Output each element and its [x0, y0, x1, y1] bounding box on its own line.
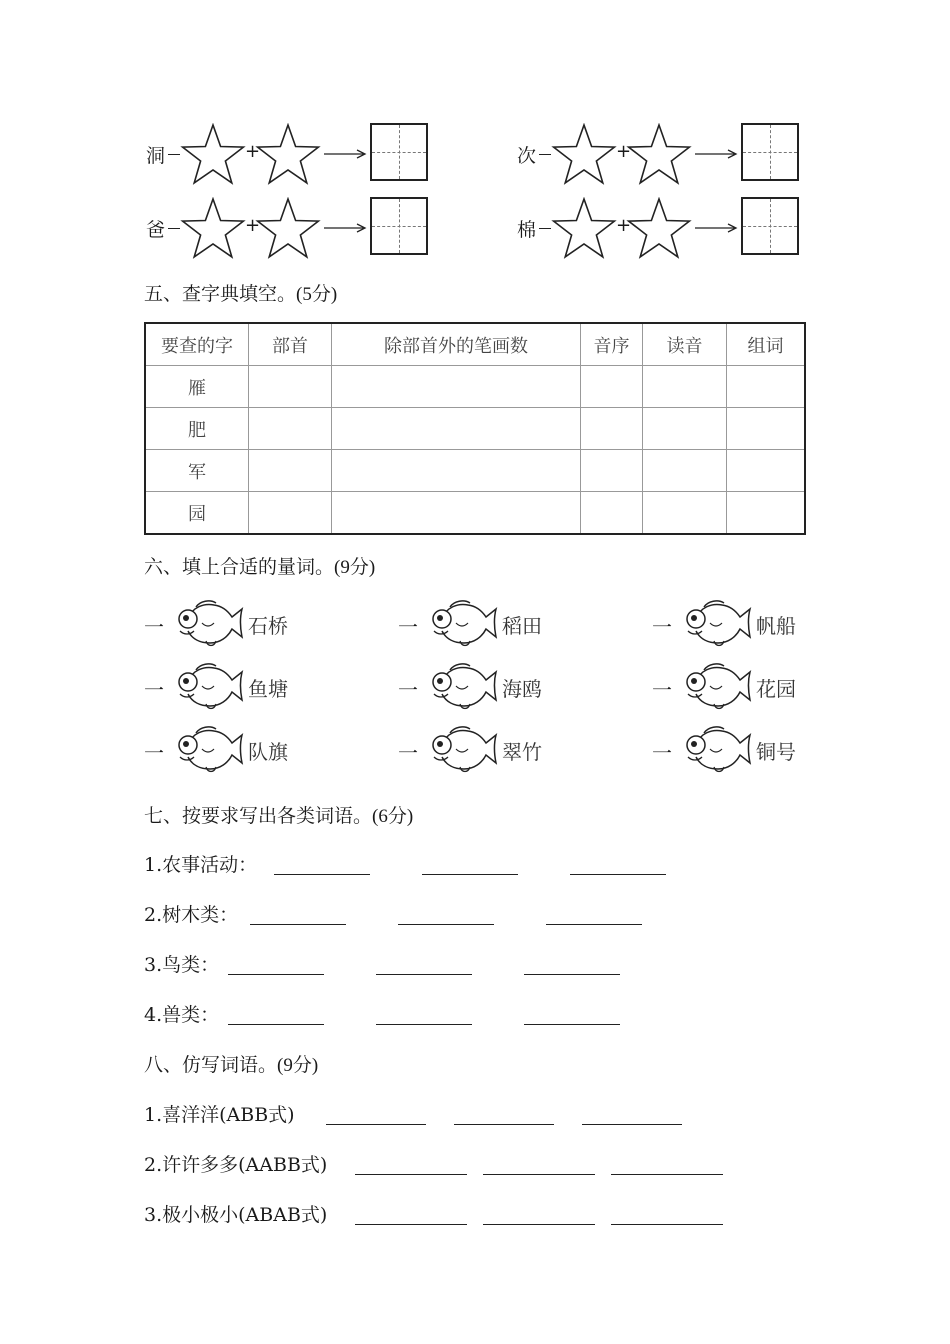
- answer-blank[interactable]: [611, 1224, 723, 1225]
- numeral-one: 一: [398, 615, 418, 639]
- answer-cell[interactable]: [581, 408, 643, 450]
- tianzige-box[interactable]: [741, 123, 799, 181]
- answer-cell[interactable]: [727, 450, 806, 492]
- numeral-one: 一: [144, 615, 164, 639]
- noun-word: 翠竹: [502, 740, 542, 764]
- numeral-one: 一: [398, 678, 418, 702]
- component-character: 次: [517, 145, 537, 167]
- grid-guide: [743, 226, 797, 227]
- answer-blank[interactable]: [524, 1024, 620, 1025]
- star-icon[interactable]: [255, 123, 321, 185]
- section-seven-points: (6分): [372, 806, 414, 827]
- table-header-row: [145, 323, 805, 366]
- measure-word-item: [144, 597, 304, 653]
- answer-cell[interactable]: [249, 492, 332, 535]
- lookup-char-cell: 军: [145, 450, 249, 492]
- noun-word: 帆船: [756, 614, 796, 638]
- imitation-row: [144, 1100, 295, 1127]
- plus-sign: +: [616, 141, 632, 162]
- answer-blank[interactable]: [326, 1124, 426, 1125]
- fish-icon[interactable]: [174, 723, 246, 775]
- noun-word: 铜号: [756, 740, 796, 764]
- star-icon[interactable]: [551, 197, 617, 259]
- numeral-one: 一: [652, 741, 672, 765]
- star-icon[interactable]: [551, 123, 617, 185]
- tianzige-box[interactable]: [370, 123, 428, 181]
- measure-word-item: [144, 660, 304, 716]
- answer-cell[interactable]: [643, 408, 727, 450]
- answer-cell[interactable]: [643, 492, 727, 535]
- header-cell: 读音: [643, 323, 727, 366]
- answer-cell[interactable]: [581, 450, 643, 492]
- category-label: 3.鸟类：: [144, 954, 220, 976]
- numeral-one: 一: [144, 678, 164, 702]
- table-row: [145, 450, 805, 492]
- header-cell: 音序: [581, 323, 643, 366]
- grid-guide: [372, 152, 426, 153]
- star-icon[interactable]: [180, 123, 246, 185]
- fish-icon[interactable]: [682, 660, 754, 712]
- arrow-right-icon: [324, 221, 368, 235]
- section-seven-text: 七、按要求写出各类词语。: [144, 805, 373, 827]
- answer-blank[interactable]: [228, 1024, 324, 1025]
- plus-sign: +: [245, 215, 261, 236]
- answer-blank[interactable]: [250, 924, 346, 925]
- answer-cell[interactable]: [581, 366, 643, 408]
- header-cell: 部首: [249, 323, 332, 366]
- header-cell: 除部首外的笔画数: [332, 323, 581, 366]
- answer-cell[interactable]: [643, 366, 727, 408]
- category-label: 4.兽类：: [144, 1004, 220, 1026]
- answer-cell[interactable]: [643, 450, 727, 492]
- table-row: [145, 492, 805, 535]
- numeral-one: 一: [144, 741, 164, 765]
- component-character: 爸: [146, 219, 166, 241]
- answer-blank[interactable]: [454, 1124, 554, 1125]
- answer-cell[interactable]: [249, 450, 332, 492]
- answer-cell[interactable]: [332, 408, 581, 450]
- lookup-char-cell: 园: [145, 492, 249, 535]
- answer-cell[interactable]: [581, 492, 643, 535]
- star-composition-row: [515, 197, 805, 261]
- answer-cell[interactable]: [332, 492, 581, 535]
- section-seven-title: [144, 801, 413, 828]
- noun-word: 稻田: [502, 614, 542, 638]
- fish-icon[interactable]: [682, 723, 754, 775]
- noun-word: 石桥: [248, 614, 288, 638]
- answer-blank[interactable]: [483, 1174, 595, 1175]
- lookup-char-cell: 肥: [145, 408, 249, 450]
- star-composition-row: [144, 123, 434, 187]
- section-six-text: 六、填上合适的量词。: [144, 556, 335, 578]
- answer-blank[interactable]: [570, 874, 666, 875]
- answer-blank[interactable]: [611, 1174, 723, 1175]
- answer-blank[interactable]: [524, 974, 620, 975]
- fish-icon[interactable]: [682, 597, 754, 649]
- dash-connector: [539, 154, 551, 155]
- numeral-one: 一: [652, 678, 672, 702]
- section-five-title: [144, 279, 337, 306]
- tianzige-box[interactable]: [370, 197, 428, 255]
- answer-cell[interactable]: [727, 408, 806, 450]
- grid-guide: [372, 226, 426, 227]
- dash-connector: [168, 154, 180, 155]
- noun-word: 花园: [756, 677, 796, 701]
- imitation-label: 2.许许多多(AABB式): [144, 1154, 328, 1176]
- plus-sign: +: [245, 141, 261, 162]
- answer-blank[interactable]: [355, 1224, 467, 1225]
- star-composition-row: [144, 197, 434, 261]
- category-row: [144, 950, 219, 977]
- plus-sign: +: [616, 215, 632, 236]
- measure-word-item: [144, 723, 304, 779]
- answer-blank[interactable]: [398, 924, 494, 925]
- header-cell: 要查的字: [145, 323, 249, 366]
- category-row: [144, 1000, 219, 1027]
- component-character: 洞: [146, 145, 166, 167]
- answer-blank[interactable]: [582, 1124, 682, 1125]
- measure-word-item: [652, 597, 812, 653]
- answer-cell[interactable]: [249, 408, 332, 450]
- dash-connector: [539, 228, 551, 229]
- category-label: 2.树木类：: [144, 904, 239, 926]
- fish-icon[interactable]: [428, 597, 500, 649]
- lookup-char-cell: 雁: [145, 366, 249, 408]
- answer-cell[interactable]: [727, 366, 806, 408]
- imitation-row: [144, 1200, 327, 1227]
- answer-cell[interactable]: [332, 366, 581, 408]
- section-eight-text: 八、仿写词语。: [144, 1054, 278, 1076]
- noun-word: 队旗: [248, 740, 288, 764]
- fish-icon[interactable]: [174, 597, 246, 649]
- imitation-row: [144, 1150, 327, 1177]
- answer-blank[interactable]: [483, 1224, 595, 1225]
- star-icon[interactable]: [180, 197, 246, 259]
- answer-blank[interactable]: [376, 974, 472, 975]
- measure-word-item: [398, 723, 558, 779]
- dictionary-table: [144, 322, 806, 535]
- arrow-right-icon: [695, 147, 739, 161]
- star-icon[interactable]: [626, 123, 692, 185]
- category-row: [144, 900, 238, 927]
- section-eight-title: [144, 1050, 318, 1077]
- arrow-right-icon: [695, 221, 739, 235]
- section-six-points: (9分): [334, 557, 376, 578]
- tianzige-box[interactable]: [741, 197, 799, 255]
- answer-cell[interactable]: [727, 492, 806, 535]
- answer-cell[interactable]: [249, 366, 332, 408]
- numeral-one: 一: [652, 615, 672, 639]
- fish-icon[interactable]: [174, 660, 246, 712]
- imitation-label: 1.喜洋洋(ABB式): [144, 1104, 295, 1126]
- arrow-right-icon: [324, 147, 368, 161]
- measure-word-item: [652, 723, 812, 779]
- noun-word: 鱼塘: [248, 677, 288, 701]
- measure-word-item: [652, 660, 812, 716]
- table-row: [145, 366, 805, 408]
- section-five-text: 五、查字典填空。: [144, 283, 297, 305]
- star-icon[interactable]: [255, 197, 321, 259]
- answer-blank[interactable]: [546, 924, 642, 925]
- table-row: [145, 408, 805, 450]
- answer-cell[interactable]: [332, 450, 581, 492]
- measure-word-item: [398, 660, 558, 716]
- answer-blank[interactable]: [355, 1174, 467, 1175]
- answer-blank[interactable]: [422, 874, 518, 875]
- imitation-label: 3.极小极小(ABAB式): [144, 1204, 328, 1226]
- numeral-one: 一: [398, 741, 418, 765]
- star-composition-row: [515, 123, 805, 187]
- fish-icon[interactable]: [428, 723, 500, 775]
- star-icon[interactable]: [626, 197, 692, 259]
- section-five-points: (5分): [296, 284, 338, 305]
- category-row: [144, 850, 257, 877]
- fish-icon[interactable]: [428, 660, 500, 712]
- measure-word-item: [398, 597, 558, 653]
- section-six-title: [144, 552, 375, 579]
- grid-guide: [743, 152, 797, 153]
- section-eight-points: (9分): [277, 1055, 319, 1076]
- answer-blank[interactable]: [274, 874, 370, 875]
- dash-connector: [168, 228, 180, 229]
- header-cell: 组词: [727, 323, 806, 366]
- component-character: 棉: [517, 219, 537, 241]
- answer-blank[interactable]: [376, 1024, 472, 1025]
- answer-blank[interactable]: [228, 974, 324, 975]
- noun-word: 海鸥: [502, 677, 542, 701]
- category-label: 1.农事活动：: [144, 854, 258, 876]
